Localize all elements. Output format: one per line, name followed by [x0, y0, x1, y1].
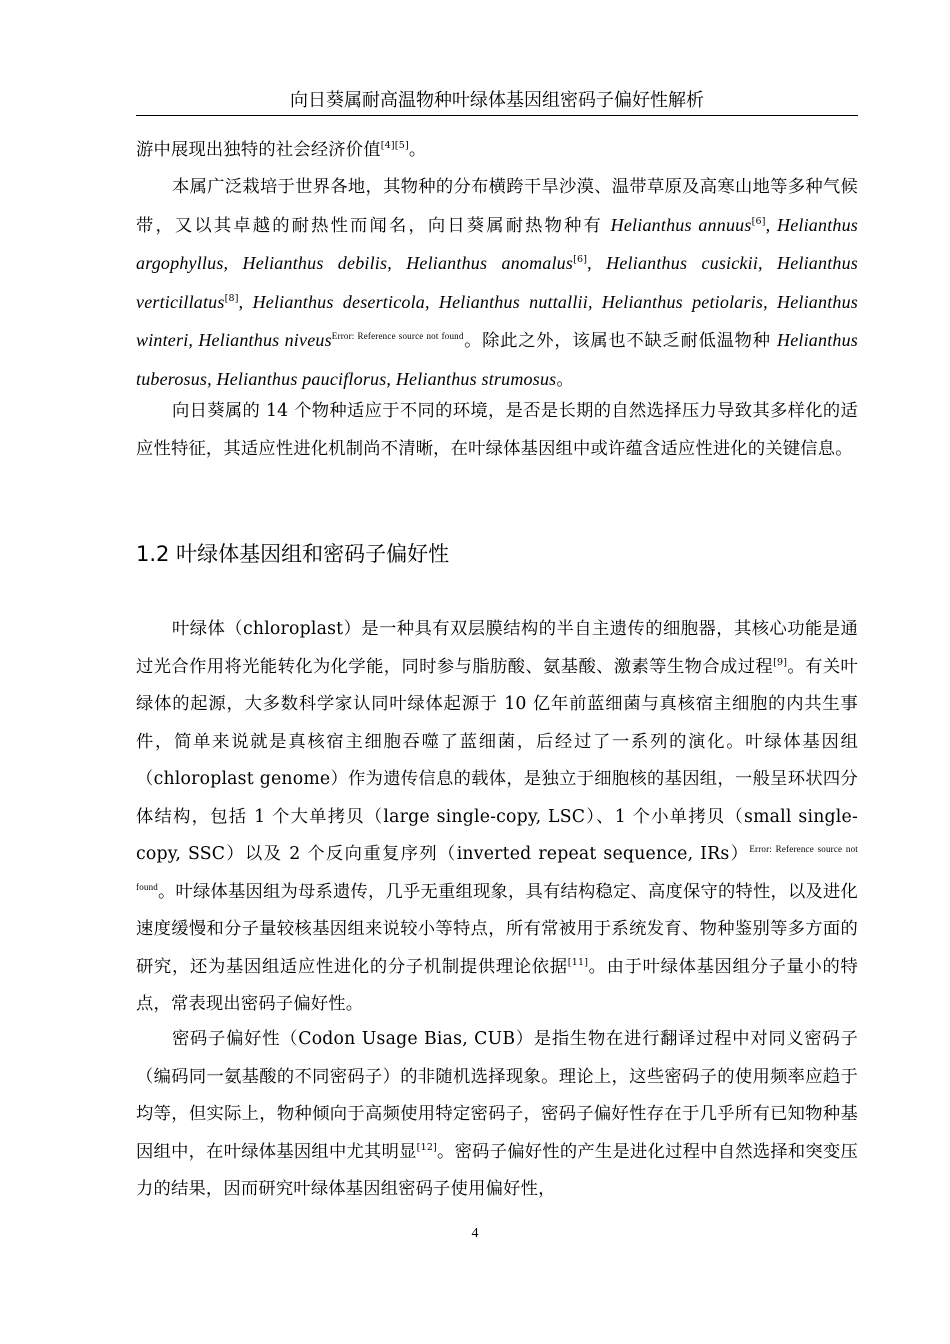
text: , — [587, 253, 607, 273]
paragraph-distribution — [136, 169, 858, 399]
page-number: 4 — [471, 1226, 479, 1241]
species-name: Helianthus deserticola, Helianthus nuttallii, Helianthus petiolaris, Helianthus winteri, Helianthus niveus — [136, 291, 859, 350]
species-name: Helianthus cusickii, Helianthus verticillatus — [136, 253, 859, 312]
citation: [4][5] — [380, 140, 409, 151]
paragraph-adaptation — [136, 393, 858, 468]
citation: [6] — [751, 215, 766, 227]
species-name: Helianthus argophyllus, Helianthus debilis, Helianthus anomalus — [136, 214, 859, 273]
species-name: Helianthus annuus — [610, 214, 752, 235]
text: 本属广泛栽培于世界各地，其物种的分布横跨干旱沙漠、温带草原及高寒山地等多种气候带，又以其卓越的耐热性而闻名，向日葵属耐热物种有 — [136, 177, 858, 236]
citation: [9] — [773, 656, 788, 668]
citation: [8] — [224, 292, 239, 304]
citation-error: Error: Reference source not found — [331, 331, 464, 341]
citation: [12] — [416, 1141, 437, 1153]
text: 。 — [408, 140, 427, 160]
text: 游中展现出独特的社会经济价值 — [136, 140, 381, 160]
paragraph-continuation — [136, 132, 858, 170]
text: 向日葵属的 14 个物种适应于不同的环境，是否是长期的自然选择压力导致其多样化的适应性特征，其适应性进化机制尚不清晰，在叶绿体基因组中或许蕴含适应性进化的关键信息。 — [136, 401, 858, 459]
text: 。叶绿体基因组为母系遗传，几乎无重组现象，具有结构稳定、高度保守的特性，以及进化速度缓慢和分子量较核基因组来说较小等特点，所有常被用于系统发育、物种鉴别等多方面的研究，还为基因组适应性进化的分子机制提供理论依据 — [136, 881, 858, 977]
species-name: Helianthus tuberosus, Helianthus pauciflorus, Helianthus strumosus — [136, 330, 858, 389]
text: , — [765, 214, 778, 235]
header-rule — [136, 115, 858, 116]
citation-error: Error: Reference source not found — [136, 844, 858, 892]
paragraph-chloroplast — [136, 611, 858, 1024]
paragraph-codon-bias — [136, 1021, 858, 1209]
citation: [11] — [567, 956, 589, 968]
citation: [6] — [573, 254, 588, 265]
text: 。 — [556, 369, 574, 390]
text: 。密码子偏好性的产生是进化过程中自然选择和突变压力的结果，因而研究叶绿体基因组密码子使用偏好性， — [136, 1141, 858, 1199]
text: 。有关叶绿体的起源，大多数科学家认同叶绿体起源于 10 亿年前蓝细菌与真核宿主细胞的内共生事件，简单来说就是真核宿主细胞吞噬了蓝细菌，后经过了一系列的演化。叶绿体基因组（chloroplast genome）作为遗传信息的载体，是独立于细胞核的基因组，一般呈环状四分体结构，包括 1 个大单拷贝（large single-copy, LSC）、1 个小单拷贝（small single-copy, SSC）以及 2 个反向重复序列（inverted repeat sequence, IRs） — [136, 656, 858, 864]
text: 。由于叶绿体基因组分子量小的特点，常表现出密码子偏好性。 — [136, 956, 858, 1014]
text: 。除此之外，该属也不缺乏耐低温物种 — [463, 331, 777, 351]
text: 密码子偏好性（Codon Usage Bias, CUB）是指生物在进行翻译过程中对同义密码子（编码同一氨基酸的不同密码子）的非随机选择现象。理论上，这些密码子的使用频率应趋于均等，但实际上，物种倾向于高频使用特定密码子，密码子偏好性存在于几乎所有已知物种基因组中，在叶绿体基因组中尤其明显 — [136, 1029, 858, 1162]
text: , — [238, 291, 253, 312]
text: 叶绿体（chloroplast）是一种具有双层膜结构的半自主遗传的细胞器，其核心功能是通过光合作用将光能转化为化学能，同时参与脂肪酸、氨基酸、激素等生物合成过程 — [136, 619, 858, 677]
running-header: 向日葵属耐高温物种叶绿体基因组密码子偏好性解析 — [290, 90, 704, 111]
section-heading: 1.2 叶绿体基因组和密码子偏好性 — [136, 542, 450, 566]
